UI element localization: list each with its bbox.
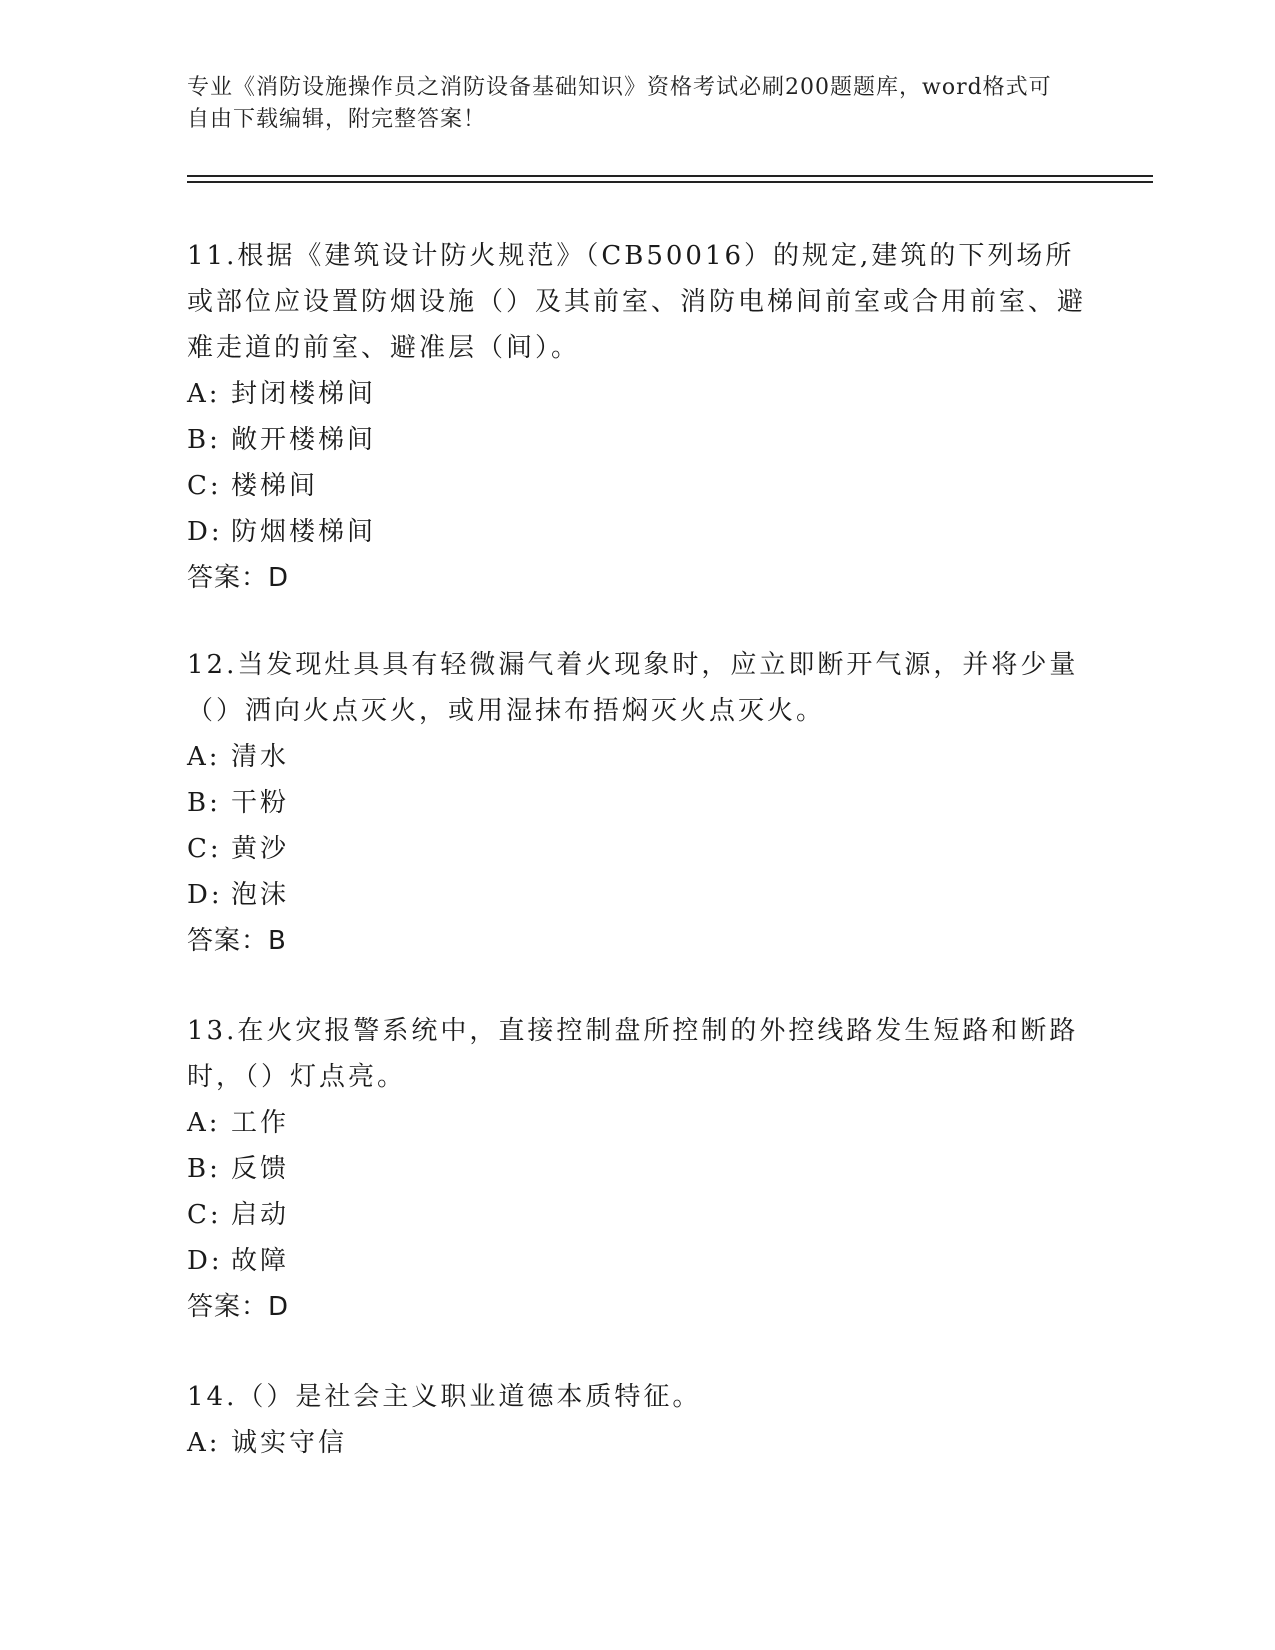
option-a: [187, 1100, 1087, 1146]
option-text: 清水: [231, 742, 290, 772]
answer-line: 答案：B: [187, 926, 287, 956]
option-d: [187, 509, 1087, 555]
document-header: 专业《消防设施操作员之消防设备基础知识》资格考试必刷200题题库，word格式可自由下载编辑，附完整答案！: [187, 75, 1052, 132]
option-b: [187, 417, 1087, 463]
option-letter: B:: [187, 425, 221, 455]
option-text: 敞开楼梯间: [231, 425, 377, 455]
option-text: 黄沙: [231, 834, 290, 864]
question-stem: 11.根据《建筑设计防火规范》（CB50016）的规定,建筑的下列场所或部位应设置防烟设施（）及其前室、消防电梯间前室或合用前室、避难走道的前室、避准层（间）。: [187, 241, 1087, 363]
answer-line: 答案：D: [187, 1292, 290, 1322]
option-text: 封闭楼梯间: [231, 379, 377, 409]
option-text: 诚实守信: [231, 1428, 348, 1458]
option-text: 启动: [231, 1200, 290, 1230]
header-divider-bottom: [187, 181, 1153, 183]
option-b: [187, 780, 1087, 826]
option-letter: A:: [187, 1428, 221, 1458]
option-text: 故障: [231, 1246, 290, 1276]
option-letter: C:: [187, 1200, 222, 1230]
question-stem: 13.在火灾报警系统中，直接控制盘所控制的外控线路发生短路和断路时，（）灯点亮。: [187, 1016, 1079, 1092]
option-letter: B:: [187, 788, 221, 818]
option-text: 工作: [231, 1108, 290, 1138]
option-letter: C:: [187, 471, 222, 501]
option-c: [187, 463, 1087, 509]
option-a: [187, 371, 1087, 417]
question-12: [187, 642, 1087, 964]
option-b: [187, 1146, 1087, 1192]
header-divider-top: [187, 175, 1153, 177]
option-d: [187, 1238, 1087, 1284]
answer-line: 答案：D: [187, 563, 290, 593]
option-letter: D:: [187, 517, 223, 547]
question-14: [187, 1374, 1087, 1466]
option-letter: D:: [187, 1246, 223, 1276]
option-text: 干粉: [231, 788, 290, 818]
option-text: 反馈: [231, 1154, 290, 1184]
question-11: [187, 233, 1087, 601]
option-text: 泡沫: [231, 880, 290, 910]
option-c: [187, 1192, 1087, 1238]
question-13: [187, 1008, 1087, 1330]
option-a: [187, 1420, 1087, 1466]
option-d: [187, 872, 1087, 918]
option-letter: A:: [187, 379, 221, 409]
option-text: 楼梯间: [231, 471, 319, 501]
option-c: [187, 826, 1087, 872]
option-letter: A:: [187, 742, 221, 772]
option-letter: A:: [187, 1108, 221, 1138]
question-stem: 12.当发现灶具具有轻微漏气着火现象时，应立即断开气源，并将少量（）洒向火点灭火，或用湿抹布捂焖灭火点灭火。: [187, 650, 1079, 726]
option-text: 防烟楼梯间: [231, 517, 377, 547]
option-letter: D:: [187, 880, 223, 910]
option-letter: C:: [187, 834, 222, 864]
option-a: [187, 734, 1087, 780]
question-stem: 14.（）是社会主义职业道德本质特征。: [187, 1382, 702, 1412]
option-letter: B:: [187, 1154, 221, 1184]
